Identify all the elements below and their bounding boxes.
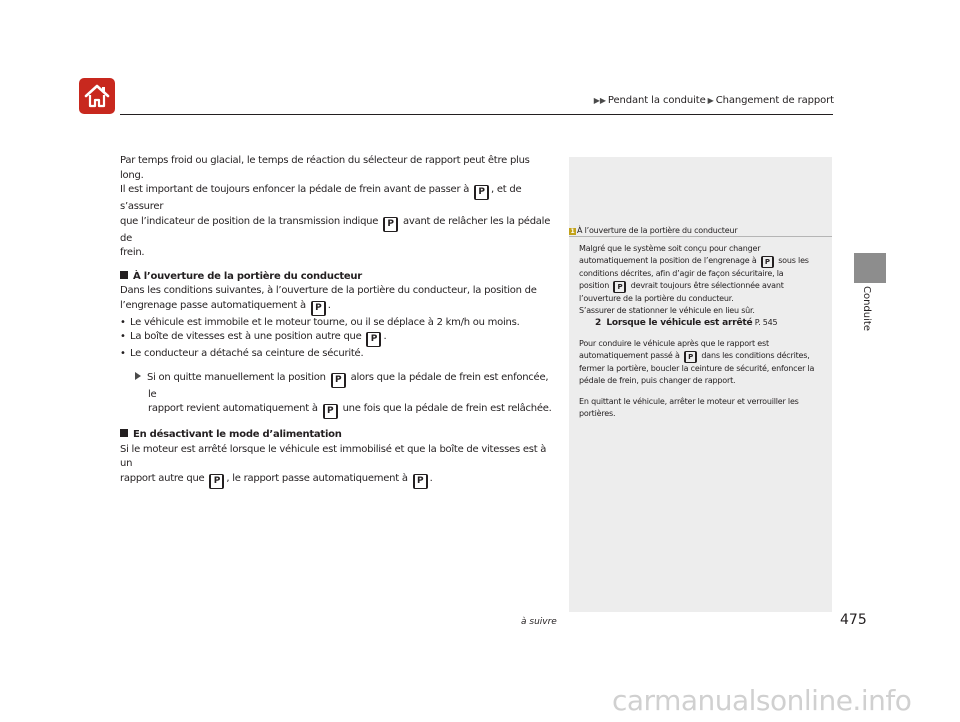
watermark: carmanualsonline.info	[612, 684, 912, 717]
header-divider	[120, 114, 833, 115]
park-key-icon: P	[323, 404, 338, 419]
text-line: que l’indicateur de position de la transmission indique	[120, 215, 382, 227]
bullet-icon: •	[120, 316, 126, 328]
panel-paragraph: Pour conduire le véhicule après que le rapport est automatiquement passé à P dans les conditions décrites, fermer la portière, boucler la ceinture de sécurité, enfoncer la pédale de frein, puis changer de rapport.	[579, 339, 815, 385]
park-key-icon: P	[761, 256, 774, 268]
home-icon	[79, 78, 115, 114]
park-key-icon: P	[474, 185, 489, 200]
text-line: rapport autre que	[120, 472, 208, 484]
note-paragraph: Si on quitte manuellement la position P alors que la pédale de frein est enfoncée, le rapport revient automatiquement à P une fois que la pédale de frein est relâchée.	[120, 371, 552, 420]
breadcrumb-item[interactable]: Changement de rapport	[715, 95, 834, 106]
text-line: l’engrenage passe automatiquement à	[120, 299, 309, 311]
breadcrumb-item[interactable]: Pendant la conduite	[607, 95, 706, 106]
text-line: Dans les conditions suivantes, à l’ouverture de la portière du conducteur, la position de	[120, 285, 537, 296]
panel-paragraph: En quittant le véhicule, arrêter le moteur et verrouiller les portières.	[579, 397, 799, 418]
panel-body	[579, 243, 826, 420]
text-line: frein.	[120, 247, 145, 258]
chapter-tab[interactable]	[854, 253, 886, 283]
list-item: • Le conducteur a détaché sa ceinture de sécurité.	[120, 347, 552, 362]
park-key-icon: P	[383, 217, 398, 232]
park-key-icon: P	[413, 474, 428, 489]
chevron-right-icon: ▶▶	[593, 96, 606, 105]
park-key-icon: P	[331, 373, 346, 388]
section-heading: En désactivant le mode d’alimentation	[120, 428, 552, 443]
home-button[interactable]	[79, 78, 115, 114]
square-bullet-icon	[120, 271, 128, 279]
text-line: , et de s’assurer	[120, 184, 522, 212]
reference-icon: 1	[570, 228, 575, 235]
cross-reference-link[interactable]: 2 Lorsque le véhicule est arrêté P. 545	[595, 318, 778, 328]
cross-reference-icon: 2	[595, 318, 602, 328]
chevron-right-icon: ▶	[707, 96, 714, 105]
page-number: 475	[840, 612, 867, 628]
breadcrumb	[592, 95, 834, 106]
intro-paragraph	[120, 154, 552, 261]
panel-heading: 1 À l’ouverture de la portière du conducteur	[570, 226, 738, 235]
park-key-icon: P	[366, 332, 381, 347]
text-line: Il est important de toujours enfoncer la pédale de frein avant de passer à	[120, 184, 473, 195]
section-paragraph: Dans les conditions suivantes, à l’ouverture de la portière du conducteur, la position de l’engrenage passe automatiquement à P .	[120, 284, 552, 316]
list-item: • La boîte de vitesses est à une position autre que P .	[120, 330, 552, 347]
panel-divider	[569, 236, 832, 237]
bullet-icon: •	[120, 348, 126, 359]
park-key-icon: P	[613, 281, 626, 293]
chapter-label: Conduite	[861, 286, 872, 331]
park-key-icon: P	[209, 474, 224, 489]
section-heading: À l’ouverture de la portière du conducteur	[120, 270, 552, 285]
text-line: avant de relâcher les la pédale de	[120, 215, 551, 244]
section-paragraph: Si le moteur est arrêté lorsque le véhicule est immobilisé et que la boîte de vitesses est à un rapport autre que P , le rapport passe automatiquement à P .	[120, 443, 552, 489]
list-item: • Le véhicule est immobile et le moteur tourne, ou il se déplace à 2 km/h ou moins.	[120, 316, 552, 331]
bullet-icon: •	[120, 331, 126, 342]
main-content	[120, 154, 552, 489]
park-key-icon: P	[684, 351, 697, 363]
square-bullet-icon	[120, 429, 128, 437]
park-key-icon: P	[311, 301, 326, 316]
text-line: Si le moteur est arrêté lorsque le véhicule est immobilisé et que la boîte de vitesses est à un	[120, 443, 547, 469]
note-arrow-icon	[135, 372, 141, 380]
continued-label: à suivre	[521, 617, 557, 627]
panel-paragraph: Malgré que le système soit conçu pour changer automatiquement la position de l’engrenage à P sous les conditions décrites, afin d’agir de façon sécuritaire, la position P devrait toujours être sélectionnée avant l’ouverture de la portière du conducteur. S’assurer de stationner le véhicule en lieu sûr.	[579, 244, 809, 315]
text-line: Par temps froid ou glacial, le temps de réaction du sélecteur de rapport peut être plus long.	[120, 155, 530, 181]
